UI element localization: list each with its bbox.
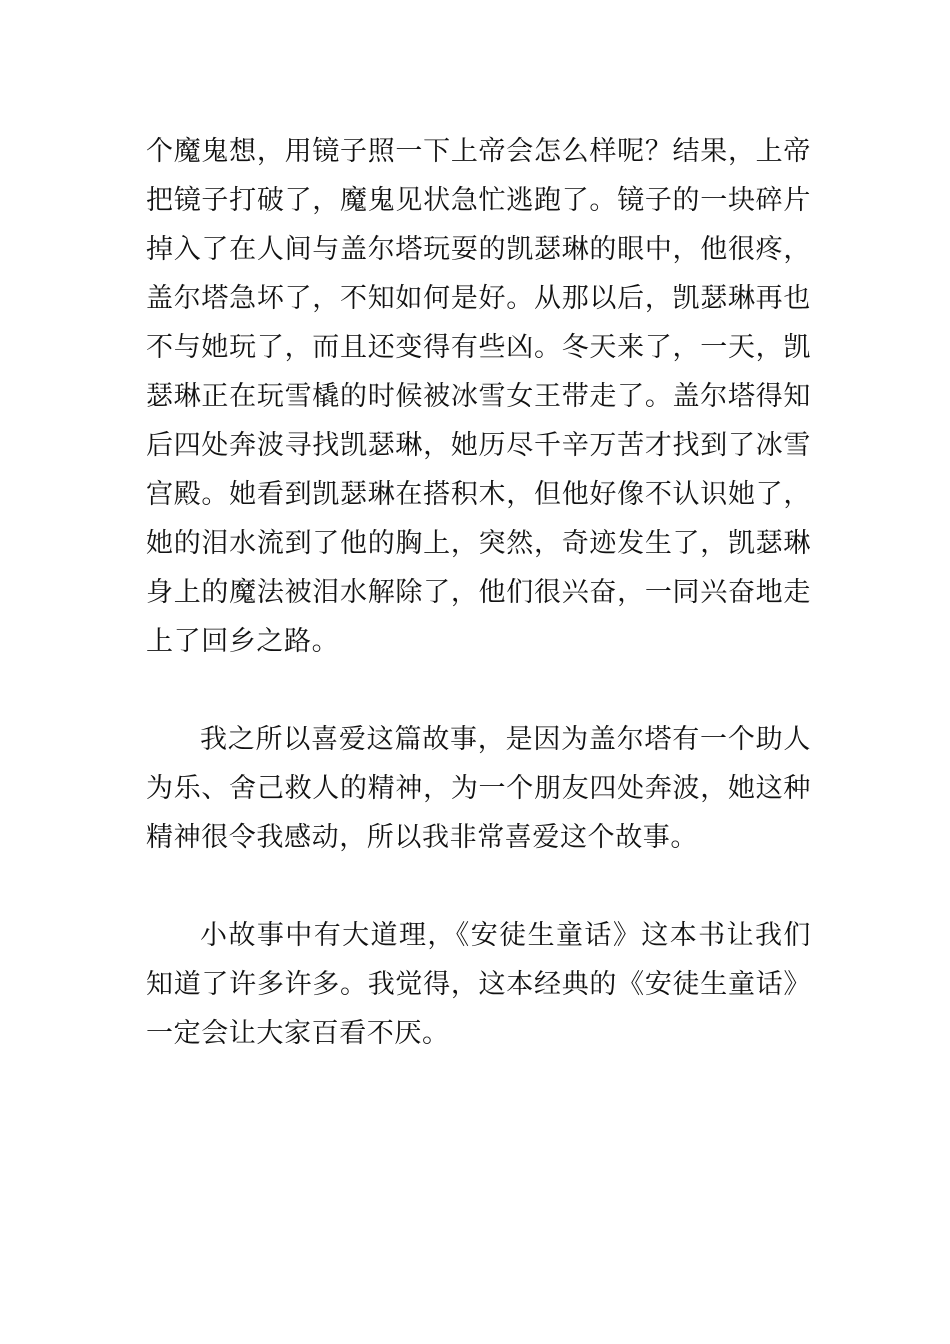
paragraph-reason: 我之所以喜爱这篇故事，是因为盖尔塔有一个助人为乐、舍己救人的精神，为一个朋友四处奔波，她这种精神很令我感动，所以我非常喜爱这个故事。 — [146, 724, 811, 853]
paragraph-conclusion: 小故事中有大道理，《安徒生童话》这本书让我们知道了许多许多。我觉得，这本经典的《安徒生童话》一定会让大家百看不厌。 — [146, 920, 811, 1049]
paragraph-story-continuation: 个魔鬼想，用镜子照一下上帝会怎么样呢？结果，上帝把镜子打破了，魔鬼见状急忙逃跑了。镜子的一块碎片掉入了在人间与盖尔塔玩耍的凯瑟琳的眼中，他很疼，盖尔塔急坏了，不知如何是好。从那以后，凯瑟琳再也不与她玩了，而且还变得有些凶。冬天来了，一天，凯瑟琳正在玩雪橇的时候被冰雪女王带走了。盖尔塔得知后四处奔波寻找凯瑟琳，她历尽千辛万苦才找到了冰雪宫殿。她看到凯瑟琳在搭积木，但他好像不认识她了，她的泪水流到了他的胸上，突然，奇迹发生了，凯瑟琳身上的魔法被泪水解除了，他们很兴奋，一同兴奋地走上了回乡之路。 — [146, 136, 811, 657]
document-body — [146, 127, 811, 1058]
